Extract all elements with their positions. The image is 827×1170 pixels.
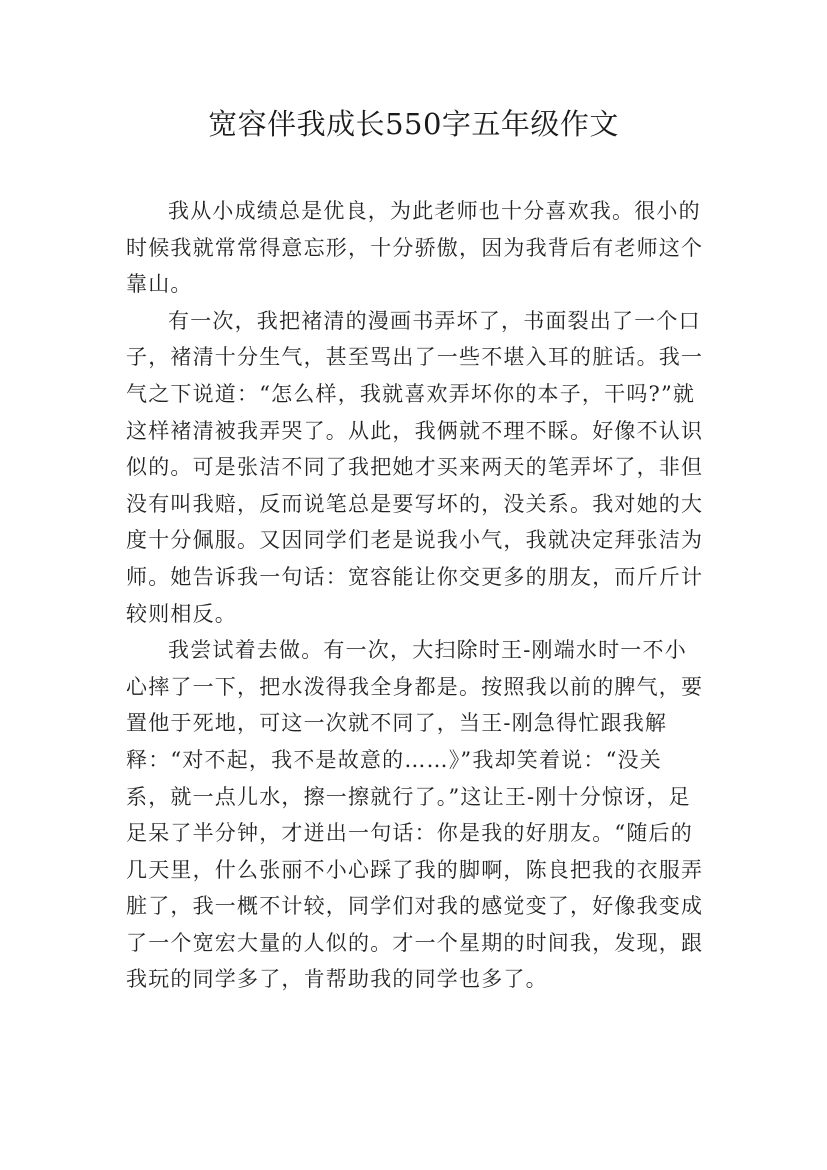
document-title: 宽容伴我成长550字五年级作文 (208, 107, 619, 141)
document-body (126, 193, 706, 998)
paragraph-2: 有一次，我把褚清的漫画书弄坏了，书面裂出了一个口子，褚清十分生气，甚至骂出了一些不堪入耳的脏话。我一气之下说道：“怎么样，我就喜欢弄坏你的本子，干吗?”就这样褚清被我弄哭了。从此，我俩就不理不睬。好像不认识似的。可是张洁不同了我把她才买来两天的笔弄坏了，非但没有叫我赔，反而说笔总是要写坏的，没关系。我对她的大度十分佩服。又因同学们老是说我小气，我就决定拜张洁为师。她告诉我一句话：宽容能让你交更多的朋友，而斤斤计较则相反。 (126, 308, 704, 626)
paragraph-1: 我从小成绩总是优良，为此老师也十分喜欢我。很小的时候我就常常得意忘形，十分骄傲，因为我背后有老师这个靠山。 (126, 199, 704, 297)
paragraph-3: 我尝试着去做。有一次，大扫除时王-刚端水时一不小心摔了一下，把水泼得我全身都是。按照我以前的脾气，要置他于死地，可这一次就不同了，当王-刚急得忙跟我解释：“对不起，我不是故意的……》”我却笑着说：“没关系，就一点儿水，擦一擦就行了。”这让王-刚十分惊讶，足足呆了半分钟，才迸出一句话：你是我的好朋友。“随后的几天里，什么张丽不小心踩了我的脚啊，陈良把我的衣服弄脏了，我一概不计较，同学们对我的感觉变了，好像我变成了一个宽宏大量的人似的。才一个星期的时间我，发现，跟我玩的同学多了，肯帮助我的同学也多了。 (126, 638, 704, 992)
